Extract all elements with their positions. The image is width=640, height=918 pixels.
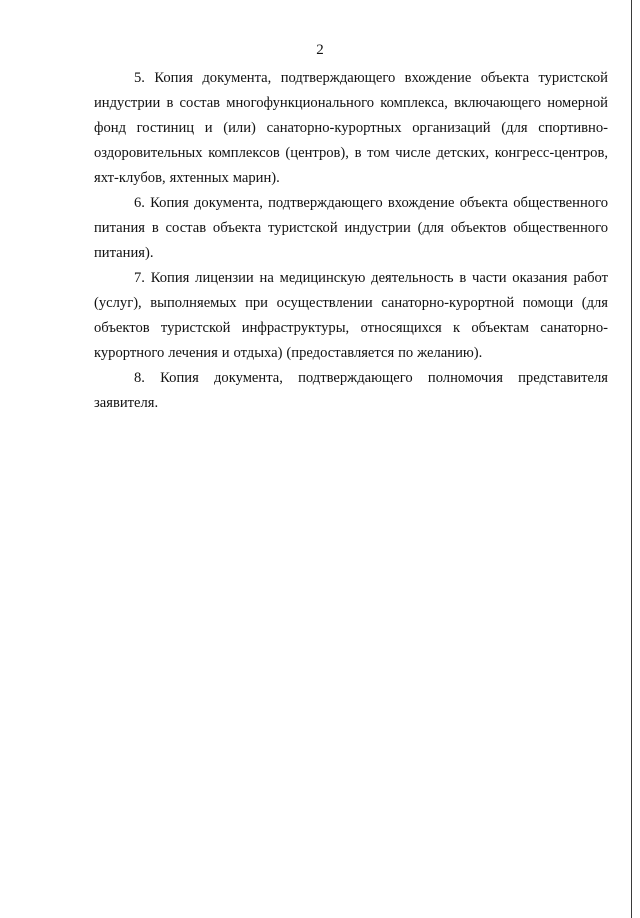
paragraph-item-8: 8. Копия документа, подтверждающего полномочия представителя заявителя. — [94, 370, 608, 411]
paragraph-item-7: 7. Копия лицензии на медицинскую деятельность в части оказания работ (услуг), выполняемых при осуществлении санаторно-курортной помощи (для объектов туристской инфраструктуры, относящихся к объектам санаторно-курортного лечения и отдыха) (предоставляется по желанию). — [94, 270, 608, 361]
scan-edge-line — [631, 0, 632, 918]
paragraph-item-6: 6. Копия документа, подтверждающего вхождение объекта общественного питания в состав объекта туристской индустрии (для объектов общественного питания). — [94, 195, 608, 261]
page-number: 2 — [316, 42, 324, 58]
document-body — [94, 66, 608, 416]
paragraph-item-5: 5. Копия документа, подтверждающего вхождение объекта туристской индустрии в состав многофункционального комплекса, включающего номерной фонд гостиниц и (или) санаторно-курортных организаций (для спортивно-оздоровительных комплексов (центров), в том числе детских, конгресс-центров, яхт-клубов, яхтенных марин). — [94, 70, 608, 186]
